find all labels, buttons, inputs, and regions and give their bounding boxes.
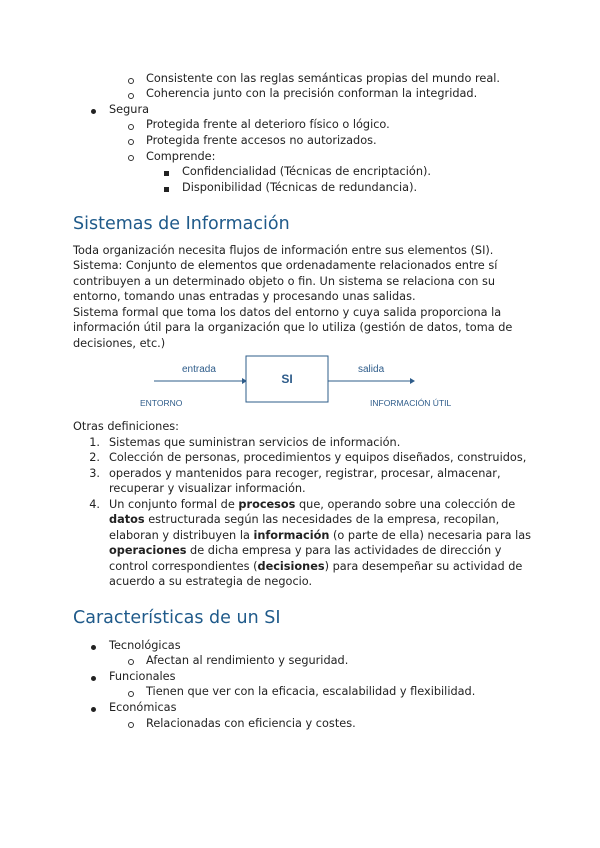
paragraph-line: información útil para la organización que lo utiliza (gestión de datos, toma de: [73, 321, 513, 334]
environment-label: ENTORNO: [140, 398, 183, 408]
circle-bullet-icon: [128, 654, 134, 669]
input-label: entrada: [182, 364, 216, 375]
paragraph-line: Toda organización necesita flujos de información entre sus elementos (SI).: [73, 244, 494, 257]
list-number: 4.: [89, 498, 100, 511]
square-bullet-icon: [164, 165, 169, 180]
list-item: [109, 543, 501, 558]
text-run: de dicha empresa y para las actividades de dirección y: [186, 544, 502, 557]
list-number: 3.: [89, 467, 100, 480]
list-item: Tienen que ver con la eficacia, escalabilidad y flexibilidad.: [146, 685, 476, 698]
list-item: recuperar y visualizar información.: [109, 482, 306, 495]
text-run: ) para desempeñar su actividad de: [324, 560, 523, 573]
disc-bullet-icon: [91, 639, 96, 654]
list-item: Funcionales: [109, 670, 176, 683]
bold-term: datos: [109, 513, 145, 526]
paragraph-line: Sistema formal que toma los datos del entorno y cuya salida proporciona la: [73, 306, 502, 319]
list-item: Segura: [109, 103, 150, 116]
list-item: [109, 528, 531, 543]
paragraph-line: entorno, tomando unas entradas y procesando unas salidas.: [73, 290, 416, 303]
text-run: (o parte de ella) necesaria para las: [329, 529, 532, 542]
list-item: Sistemas que suministran servicios de información.: [109, 436, 401, 449]
circle-bullet-icon: [128, 119, 134, 134]
text-run: control correspondientes (: [109, 560, 258, 573]
list-item: Protegida frente accesos no autorizados.: [146, 134, 377, 147]
list-item: acuerdo a su estrategia de negocio.: [109, 575, 313, 588]
section-heading: Características de un SI: [73, 608, 281, 628]
paragraph-line: Sistema: Conjunto de elementos que ordenadamente relacionados entre sí: [73, 259, 498, 272]
list-item: Relacionadas con eficiencia y costes.: [146, 717, 356, 730]
disc-bullet-icon: [91, 670, 96, 685]
list-item: Confidencialidad (Técnicas de encriptación).: [182, 165, 431, 178]
list-item: Consistente con las reglas semánticas propias del mundo real.: [146, 72, 500, 85]
list-item: [109, 512, 499, 527]
section-heading: Sistemas de Información: [73, 214, 290, 234]
list-item: Protegida frente al deterioro físico o lógico.: [146, 118, 390, 131]
list-item: Afectan al rendimiento y seguridad.: [146, 654, 349, 667]
circle-bullet-icon: [128, 150, 134, 165]
circle-bullet-icon: [128, 134, 134, 149]
bold-term: información: [253, 529, 330, 542]
paragraph-line: Otras definiciones:: [73, 420, 179, 433]
disc-bullet-icon: [91, 701, 96, 716]
useful-info-label: INFORMACIÓN ÚTIL: [370, 398, 452, 408]
square-bullet-icon: [164, 181, 169, 196]
list-item: Disponibilidad (Técnicas de redundancia).: [182, 181, 418, 194]
list-number: 1.: [89, 436, 100, 449]
list-item: Coherencia junto con la precisión conforman la integridad.: [146, 87, 478, 100]
text-run: que, operando sobre una colección de: [295, 498, 516, 511]
output-label: salida: [358, 364, 385, 375]
circle-bullet-icon: [128, 717, 134, 732]
si-label: SI: [281, 372, 293, 386]
list-item: [109, 559, 522, 574]
system-diagram: [130, 354, 470, 416]
text-run: Un conjunto formal de: [109, 498, 239, 511]
bold-term: procesos: [238, 498, 296, 511]
list-number: 2.: [89, 451, 100, 464]
list-item: Tecnológicas: [109, 639, 181, 652]
text-run: elaboran y distribuyen la: [109, 529, 254, 542]
list-item: operados y mantenidos para recoger, registrar, procesar, almacenar,: [109, 467, 501, 480]
list-item: Comprende:: [146, 150, 216, 163]
circle-bullet-icon: [128, 73, 134, 88]
disc-bullet-icon: [91, 103, 96, 118]
output-arrowhead-icon: [410, 378, 415, 384]
text-run: estructurada según las necesidades de la empresa, recopilan,: [144, 513, 500, 526]
bold-term: decisiones: [257, 560, 325, 573]
paragraph-line: contribuyen a un determinado objeto o fin. Un sistema se relaciona con su: [73, 275, 496, 288]
list-item: Colección de personas, procedimientos y equipos diseñados, construidos,: [109, 451, 527, 464]
paragraph-line: decisiones, etc.): [73, 337, 166, 350]
circle-bullet-icon: [128, 88, 134, 103]
list-item: Económicas: [109, 701, 177, 714]
circle-bullet-icon: [128, 686, 134, 701]
list-item: [109, 497, 515, 512]
bold-term: operaciones: [109, 544, 187, 557]
